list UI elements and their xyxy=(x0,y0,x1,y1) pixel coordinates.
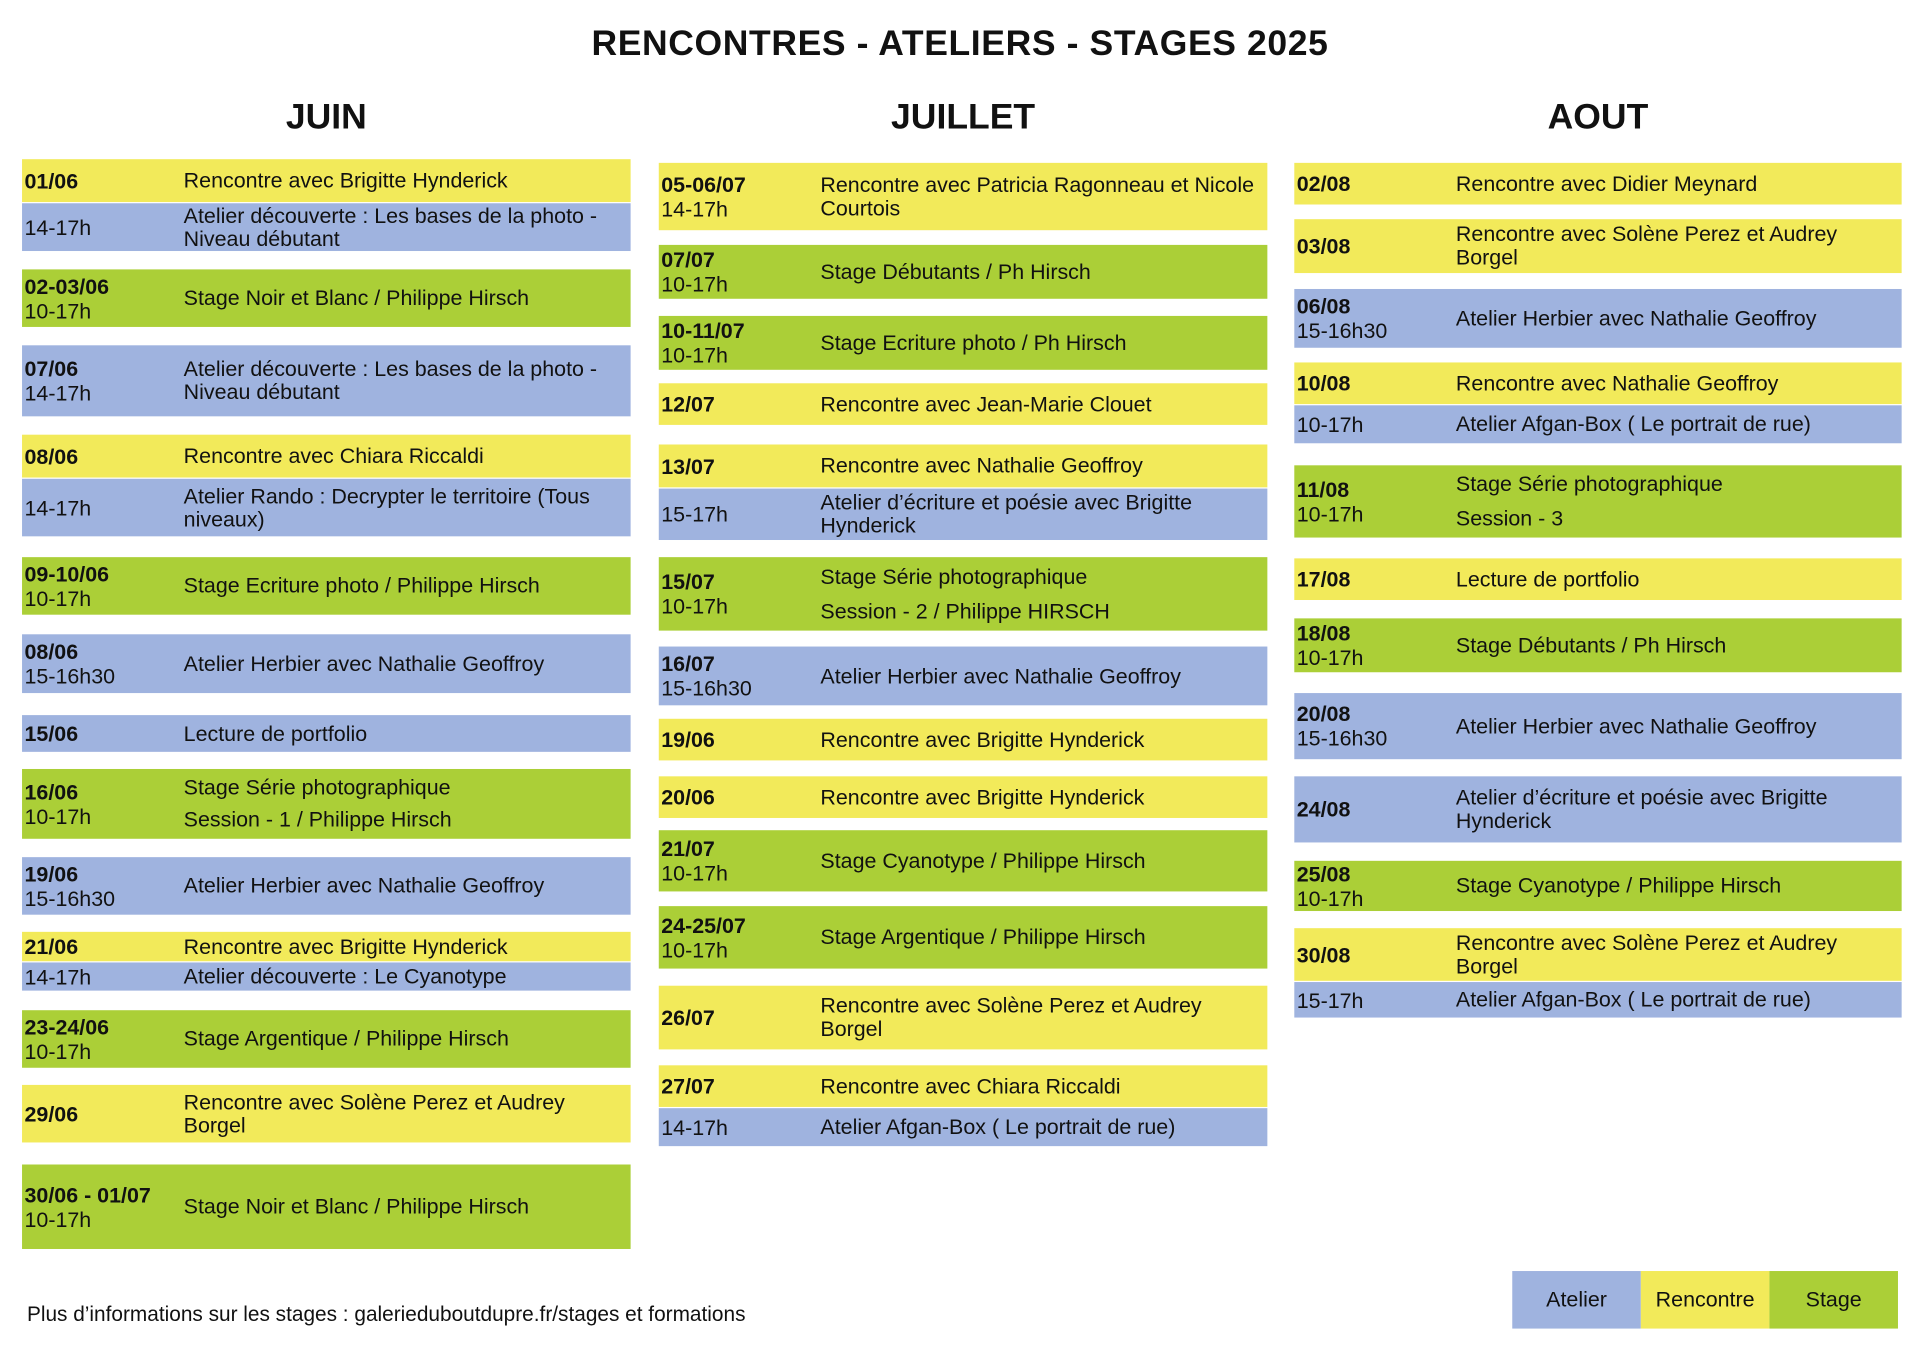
event-title: Stage Argentique / Philippe Hirsch xyxy=(183,1026,509,1051)
event-title: Atelier Afgan-Box ( Le portrait de rue) xyxy=(1455,986,1811,1012)
event-datetime xyxy=(1297,465,1450,537)
event-title: Stage Ecriture photo / Ph Hirsch xyxy=(820,330,1127,355)
event-title: Lecture de portfolio xyxy=(183,720,368,746)
event-description xyxy=(1456,776,1897,842)
event-stage xyxy=(1294,618,1901,672)
event-title: Atelier Herbier avec Nathalie Geoffroy xyxy=(1455,713,1817,738)
event-title: Atelier Afgan-Box ( Le portrait de rue) xyxy=(820,1114,1176,1139)
event-rencontre xyxy=(1294,163,1901,205)
event-datetime xyxy=(24,1164,177,1248)
event-date: 08/06 xyxy=(24,639,79,664)
event-title: Rencontre avec Chiara Riccaldi xyxy=(820,1073,1121,1098)
event-time: 10-17h xyxy=(661,342,728,368)
event-description xyxy=(1456,861,1897,911)
event-title: Rencontre avec Brigitte Hynderick xyxy=(183,933,508,959)
event-description xyxy=(820,444,1262,487)
event-datetime xyxy=(24,634,177,693)
event-date: 02/08 xyxy=(1296,171,1351,196)
event-description xyxy=(1456,693,1897,759)
event-date: 19/06 xyxy=(24,861,79,886)
event-atelier xyxy=(22,479,631,537)
event-stage xyxy=(22,557,631,615)
event-date: 20/08 xyxy=(1296,701,1351,727)
event-description xyxy=(820,1108,1262,1146)
event-title: Atelier découverte : Les bases de la photo - Niveau débutant xyxy=(183,356,598,405)
event-time: 10-17h xyxy=(1296,885,1364,911)
event-title: Stage Argentique / Philippe Hirsch xyxy=(820,924,1146,949)
event-description xyxy=(820,830,1262,891)
event-title: Atelier Herbier avec Nathalie Geoffroy xyxy=(183,650,545,676)
event-rencontre xyxy=(1294,558,1901,600)
event-date: 12/07 xyxy=(661,391,715,417)
event-description xyxy=(820,245,1262,299)
event-time: 10-17h xyxy=(24,803,92,829)
event-title: Rencontre avec Solène Perez et Audrey Borgel xyxy=(1455,221,1838,270)
event-datetime xyxy=(24,769,177,839)
event-title: Rencontre avec Nathalie Geoffroy xyxy=(820,453,1143,478)
event-subtitle: Session - 3 xyxy=(1455,505,1564,530)
event-date: 11/08 xyxy=(1296,476,1350,502)
event-atelier xyxy=(22,203,631,251)
event-time: 15-17h xyxy=(1296,987,1364,1013)
event-description xyxy=(820,557,1262,630)
event-datetime xyxy=(24,435,177,478)
event-datetime xyxy=(24,269,177,327)
event-date: 17/08 xyxy=(1296,566,1351,592)
event-description xyxy=(820,163,1262,230)
event-description xyxy=(184,715,626,752)
event-description xyxy=(184,1085,626,1143)
event-date: 06/08 xyxy=(1296,293,1351,319)
event-atelier xyxy=(1294,405,1901,443)
event-title: Stage Cyanotype / Philippe Hirsch xyxy=(1455,873,1782,898)
event-title: Rencontre avec Solène Perez et Audrey Borgel xyxy=(183,1089,565,1137)
event-date: 30/08 xyxy=(1296,942,1351,967)
event-datetime xyxy=(1297,405,1450,443)
event-rencontre xyxy=(1294,362,1901,404)
event-rencontre xyxy=(659,776,1268,818)
event-date: 20/06 xyxy=(661,784,715,810)
event-datetime xyxy=(661,557,814,630)
event-title: Rencontre avec Brigitte Hynderick xyxy=(183,167,508,193)
event-title: Atelier d’écriture et poésie avec Brigitte Hynderick xyxy=(1455,784,1828,833)
event-date: 15/07 xyxy=(661,569,715,594)
event-time: 10-17h xyxy=(24,1206,92,1232)
event-datetime xyxy=(661,1065,814,1107)
event-title: Atelier découverte : Les bases de la photo - Niveau débutant xyxy=(183,202,598,251)
event-description xyxy=(184,634,626,693)
event-subtitle: Session - 1 / Philippe Hirsch xyxy=(183,807,452,832)
event-title: Stage Série photographique xyxy=(183,774,451,800)
event-atelier xyxy=(22,345,631,416)
event-rencontre xyxy=(659,444,1268,487)
event-title: Rencontre avec Nathalie Geoffroy xyxy=(1455,370,1779,395)
event-date: 09-10/06 xyxy=(24,561,110,586)
event-date: 16/07 xyxy=(661,651,715,676)
event-datetime xyxy=(1297,163,1450,205)
event-datetime xyxy=(661,245,814,299)
event-datetime xyxy=(24,557,177,615)
event-date: 07/06 xyxy=(24,356,79,381)
event-rencontre xyxy=(22,159,631,202)
event-title: Atelier Herbier avec Nathalie Geoffroy xyxy=(183,873,545,898)
event-atelier xyxy=(1294,982,1901,1018)
event-time: 10-17h xyxy=(1296,412,1364,437)
event-atelier xyxy=(659,489,1268,540)
event-description xyxy=(184,769,626,839)
event-date: 24-25/07 xyxy=(661,912,746,938)
event-datetime xyxy=(24,345,177,416)
event-time: 15-16h30 xyxy=(24,663,116,689)
event-time: 10-17h xyxy=(1296,501,1364,526)
event-rencontre xyxy=(22,435,631,478)
event-description xyxy=(1456,558,1897,600)
event-stage xyxy=(22,269,631,327)
month-title: AOUT xyxy=(1547,97,1649,138)
event-rencontre xyxy=(659,383,1268,425)
event-date: 29/06 xyxy=(24,1101,79,1126)
event-time: 10-17h xyxy=(661,860,728,886)
event-time: 14-17h xyxy=(661,196,728,222)
event-title: Stage Série photographique xyxy=(1455,471,1723,497)
event-title: Atelier Rando : Decrypter le territoire (Tous niveaux) xyxy=(183,483,590,531)
event-description xyxy=(184,345,626,416)
event-time: 14-17h xyxy=(24,964,92,989)
event-stage xyxy=(659,316,1268,370)
event-atelier xyxy=(22,715,631,752)
event-datetime xyxy=(1297,362,1450,404)
event-datetime xyxy=(661,986,814,1050)
event-stage xyxy=(659,830,1268,891)
event-description xyxy=(184,857,626,915)
event-stage xyxy=(1294,861,1901,911)
event-atelier xyxy=(659,1108,1268,1146)
event-rencontre xyxy=(659,719,1268,761)
event-title: Stage Débutants / Ph Hirsch xyxy=(820,258,1091,284)
event-description xyxy=(184,1010,626,1068)
event-datetime xyxy=(24,857,177,915)
event-title: Rencontre avec Brigitte Hynderick xyxy=(820,726,1145,752)
event-time: 10-17h xyxy=(1296,645,1364,670)
event-date: 05-06/07 xyxy=(661,172,746,197)
event-datetime xyxy=(24,962,177,990)
event-description xyxy=(184,557,626,615)
event-title: Stage Débutants / Ph Hirsch xyxy=(1455,632,1727,657)
event-description xyxy=(1456,928,1897,981)
event-title: Stage Noir et Blanc / Philippe Hirsch xyxy=(183,285,530,310)
event-description xyxy=(1456,618,1897,672)
event-title: Rencontre avec Solène Perez et Audrey Borgel xyxy=(820,993,1202,1041)
event-date: 16/06 xyxy=(24,779,79,804)
event-title: Rencontre avec Patricia Ragonneau et Nicole Courtois xyxy=(820,172,1255,220)
event-title: Rencontre avec Didier Meynard xyxy=(1455,170,1758,196)
event-time: 15-16h30 xyxy=(1296,726,1388,751)
event-stage xyxy=(659,245,1268,299)
event-title: Atelier d’écriture et poésie avec Brigitte Hynderick xyxy=(820,489,1193,538)
event-date: 02-03/06 xyxy=(24,273,110,299)
event-datetime xyxy=(661,444,814,487)
event-description xyxy=(820,383,1262,425)
event-description xyxy=(820,647,1262,706)
event-subtitle: Session - 2 / Philippe HIRSCH xyxy=(820,598,1110,623)
event-time: 10-17h xyxy=(661,593,728,619)
event-description xyxy=(820,489,1262,540)
event-title: Atelier Afgan-Box ( Le portrait de rue) xyxy=(1455,411,1811,436)
event-atelier xyxy=(22,962,631,990)
event-date: 25/08 xyxy=(1296,861,1351,886)
page-title: RENCONTRES - ATELIERS - STAGES 2025 xyxy=(591,24,1329,64)
event-description xyxy=(820,906,1262,968)
event-description xyxy=(184,1164,626,1248)
event-rencontre xyxy=(659,986,1268,1050)
event-atelier xyxy=(22,857,631,915)
event-description xyxy=(1456,219,1897,273)
event-datetime xyxy=(1297,693,1450,759)
event-atelier xyxy=(1294,776,1901,842)
event-atelier xyxy=(1294,693,1901,759)
event-description xyxy=(820,776,1262,818)
event-time: 14-17h xyxy=(661,1114,728,1140)
event-datetime xyxy=(661,163,814,230)
event-date: 08/06 xyxy=(24,443,79,469)
event-description xyxy=(1456,405,1897,443)
legend xyxy=(1512,1271,1898,1329)
event-stage xyxy=(659,557,1268,630)
event-title: Stage Noir et Blanc / Philippe Hirsch xyxy=(183,1193,530,1219)
event-rencontre xyxy=(22,1085,631,1143)
legend-rencontre: Rencontre xyxy=(1641,1271,1770,1329)
event-datetime xyxy=(24,159,177,202)
event-description xyxy=(184,932,626,961)
event-datetime xyxy=(1297,558,1450,600)
event-date: 15/06 xyxy=(24,721,79,746)
event-date: 26/07 xyxy=(661,1005,715,1030)
event-time: 15-16h30 xyxy=(1296,318,1388,343)
event-stage xyxy=(659,906,1268,968)
event-date: 19/06 xyxy=(661,727,715,752)
event-date: 10-11/07 xyxy=(661,318,745,343)
event-description xyxy=(1456,362,1897,404)
event-datetime xyxy=(661,1108,814,1146)
event-datetime xyxy=(1297,928,1450,981)
event-title: Rencontre avec Brigitte Hynderick xyxy=(820,784,1145,809)
event-title: Atelier Herbier avec Nathalie Geoffroy xyxy=(820,663,1181,688)
event-datetime xyxy=(661,383,814,425)
event-date: 01/06 xyxy=(24,168,79,193)
event-date: 27/07 xyxy=(661,1073,715,1099)
event-description xyxy=(1456,465,1897,537)
event-description xyxy=(184,269,626,327)
event-description xyxy=(184,159,626,202)
event-datetime xyxy=(661,647,814,706)
event-description xyxy=(820,986,1262,1050)
event-date: 07/07 xyxy=(661,247,715,272)
event-atelier xyxy=(659,647,1268,706)
event-datetime xyxy=(661,830,814,891)
event-date: 18/08 xyxy=(1296,620,1351,646)
event-time: 10-17h xyxy=(661,937,728,962)
event-description xyxy=(820,316,1262,370)
legend-atelier: Atelier xyxy=(1512,1271,1641,1329)
event-time: 10-17h xyxy=(24,1038,92,1064)
event-datetime xyxy=(1297,861,1450,911)
event-datetime xyxy=(24,479,177,537)
month-title: JUILLET xyxy=(891,97,1036,138)
event-time: 15-16h30 xyxy=(24,885,116,911)
event-datetime xyxy=(661,489,814,540)
event-date: 23-24/06 xyxy=(24,1014,110,1039)
event-title: Rencontre avec Solène Perez et Audrey Borgel xyxy=(1455,930,1838,978)
event-time: 10-17h xyxy=(661,271,728,297)
event-stage xyxy=(1294,465,1901,537)
event-datetime xyxy=(24,715,177,752)
event-datetime xyxy=(1297,618,1450,672)
event-title: Stage Cyanotype / Philippe Hirsch xyxy=(820,847,1146,873)
event-title: Atelier découverte : Le Cyanotype xyxy=(183,963,507,989)
event-description xyxy=(1456,982,1897,1018)
event-datetime xyxy=(661,776,814,818)
event-title: Lecture de portfolio xyxy=(1455,566,1640,591)
event-date: 30/06 - 01/07 xyxy=(24,1182,151,1207)
event-description xyxy=(184,203,626,251)
event-time: 14-17h xyxy=(24,214,92,240)
event-time: 14-17h xyxy=(24,380,92,406)
event-description xyxy=(184,479,626,537)
event-datetime xyxy=(24,1085,177,1143)
event-date: 24/08 xyxy=(1296,797,1351,822)
event-description xyxy=(184,962,626,990)
event-rencontre xyxy=(659,163,1268,230)
event-time: 15-17h xyxy=(661,502,728,527)
month-title: JUIN xyxy=(285,97,367,138)
event-title: Rencontre avec Chiara Riccaldi xyxy=(183,443,484,468)
event-rencontre xyxy=(1294,928,1901,981)
event-time: 10-17h xyxy=(24,585,92,611)
event-date: 03/08 xyxy=(1296,233,1351,259)
event-time: 10-17h xyxy=(24,298,92,323)
event-description xyxy=(820,719,1262,761)
event-datetime xyxy=(1297,219,1450,273)
event-rencontre xyxy=(659,1065,1268,1107)
event-datetime xyxy=(24,1010,177,1068)
event-datetime xyxy=(24,932,177,961)
event-datetime xyxy=(24,203,177,251)
event-time: 14-17h xyxy=(24,495,92,520)
event-date: 21/06 xyxy=(24,934,79,959)
event-description xyxy=(184,435,626,478)
footer-info: Plus d’informations sur les stages : galerieduboutdupre.fr/stages et formations xyxy=(26,1302,746,1327)
event-stage xyxy=(22,769,631,839)
event-description xyxy=(1456,163,1897,205)
event-time: 15-16h30 xyxy=(661,675,752,701)
event-date: 10/08 xyxy=(1296,371,1351,396)
legend-stage: Stage xyxy=(1769,1271,1898,1329)
event-description xyxy=(820,1065,1262,1107)
event-rencontre xyxy=(1294,219,1901,273)
event-description xyxy=(1456,289,1897,348)
event-datetime xyxy=(661,906,814,968)
event-datetime xyxy=(1297,776,1450,842)
event-rencontre xyxy=(22,932,631,961)
event-date: 21/07 xyxy=(661,836,715,861)
event-title: Stage Série photographique xyxy=(820,563,1088,589)
event-datetime xyxy=(661,719,814,761)
event-datetime xyxy=(661,316,814,370)
event-stage xyxy=(22,1164,631,1248)
event-atelier xyxy=(1294,289,1901,348)
event-datetime xyxy=(1297,982,1450,1018)
event-atelier xyxy=(22,634,631,693)
event-stage xyxy=(22,1010,631,1068)
event-date: 13/07 xyxy=(661,453,715,479)
event-datetime xyxy=(1297,289,1450,348)
event-title: Stage Ecriture photo / Philippe Hirsch xyxy=(183,573,540,598)
event-title: Atelier Herbier avec Nathalie Geoffroy xyxy=(1455,305,1817,331)
event-title: Rencontre avec Jean-Marie Clouet xyxy=(820,391,1152,416)
